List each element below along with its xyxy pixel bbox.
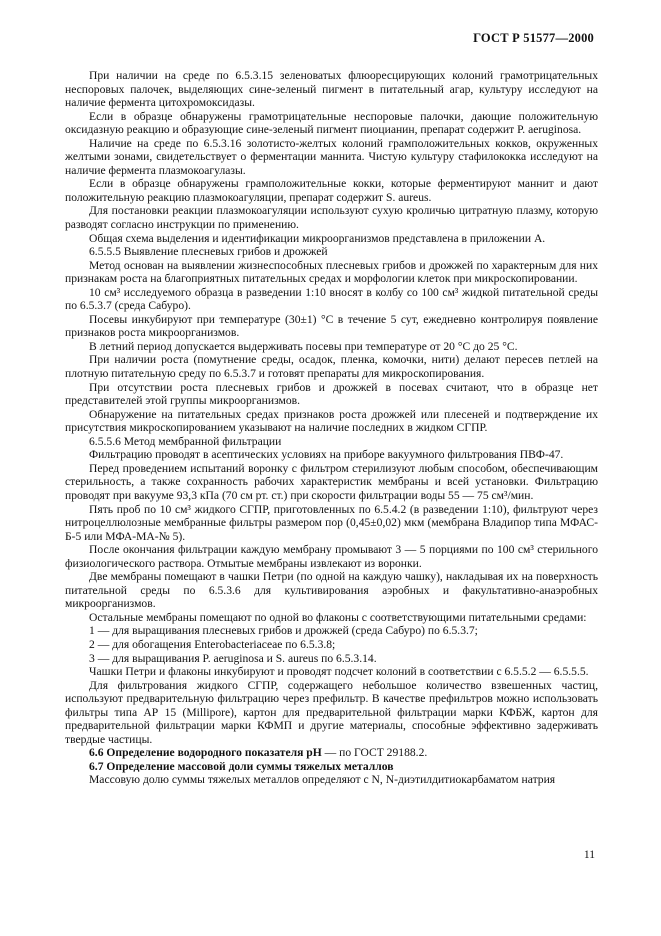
- section-6-6: [65, 746, 598, 760]
- paragraph: При отсутствии роста плесневых грибов и дрожжей в посевах считают, что в образце нет представителей этой группы микроорганизмов.: [65, 380, 598, 408]
- subsection-heading: 6.5.5.6 Метод мембранной фильтрации: [89, 434, 282, 448]
- section-heading: 6.7 Определение массовой доли суммы тяжелых металлов: [89, 759, 394, 773]
- paragraph: Массовую долю суммы тяжелых металлов определяют с N, N-диэтилдитиокарбаматом натрия: [89, 773, 556, 787]
- paragraph: Если в образце обнаружены грамположительные кокки, которые ферментируют маннит и дают положительную реакцию плазмокоагуляции, препарат содержит S. aureus.: [65, 177, 598, 204]
- paragraph: При наличии роста (помутнение среды, осадок, пленка, комочки, нити) делают пересев петлей на плотную питательную среду по 6.5.3.7 и готовят препараты для микроскопирования.: [65, 353, 598, 381]
- subsection-heading: 6.5.5.5 Выявление плесневых грибов и дрожжей: [89, 245, 328, 259]
- paragraph: Общая схема выделения и идентификации микроорганизмов представлена в приложении А.: [89, 231, 546, 245]
- paragraph: Метод основан на выявлении жизнеспособных плесневых грибов и дрожжей по характерным для них признакам роста на благоприятных питательных средах и морфологии клеток при микроскопировании.: [65, 258, 598, 286]
- paragraph: Наличие на среде по 6.5.3.16 золотисто-желтых колоний грамположительных кокков, окруженных желтыми зонами, свидетельствует о ферментации маннита. Чистую культуру стафилококка исследуют на наличие фермента плазмокоагулазы.: [65, 136, 598, 177]
- paragraph: При наличии на среде по 6.5.3.15 зеленоватых флюоресцирующих колоний грамотрицательных неспоровых палочек, выделяющих сине-зеленый пигмент в питательный агар, культуру исследуют на наличие фермента цитохромоксидазы.: [65, 69, 598, 110]
- section-6-7: [65, 760, 598, 774]
- document-body: [65, 69, 598, 787]
- paragraph: В летний период допускается выдерживать посевы при температуре от 20 °С до 25 °С.: [89, 339, 518, 353]
- paragraph: Если в образце обнаружены грамотрицательные неспоровые палочки, дающие положительную оксидазную реакцию и образующие сине-зеленый пигмент пиоцианин, препарат содержит P. aeruginosa.: [65, 109, 598, 137]
- page-number: 11: [583, 848, 595, 861]
- section-text: — по ГОСТ 29188.2.: [321, 746, 428, 760]
- paragraph: Чашки Петри и флаконы инкубируют и проводят подсчет колоний в соответствии с 6.5.5.2 — 6.5.5.5.: [89, 665, 589, 679]
- list-item: 3 — для выращивания P. aeruginosa и S. aureus по 6.5.3.14.: [89, 651, 377, 665]
- paragraph: Обнаружение на питательных средах признаков роста дрожжей или плесеней и подтверждение их присутствия микроскопированием указывают на наличие последних в жидком СГПР.: [65, 407, 598, 435]
- list-item: 1 — для выращивания плесневых грибов и дрожжей (среда Сабуро) по 6.5.3.7;: [89, 624, 478, 638]
- paragraph: Для фильтрования жидкого СГПР, содержащего небольшое количество взвешенных частиц, используют предварительную фильтрацию через префильтр. В качестве префильтров можно использовать фильтры типа АР 15 (Millipore), картон для предварительной фильтрации марки КФБЖ, картон для предварительной фильтрации марки КФМП и другие материалы, способные эффективно задерживать твердые частицы.: [65, 678, 598, 746]
- list-item: 2 — для обогащения Enterobacteriaceae по 6.5.3.8;: [89, 637, 336, 651]
- paragraph: Посевы инкубируют при температуре (30±1) °С в течение 5 сут, ежедневно контролируя появление признаков роста микроорганизмов.: [65, 312, 598, 340]
- paragraph: Перед проведением испытаний воронку с фильтром стерилизуют любым способом, обеспечивающим стерильность, а также сохранность рабочих характеристик мембраны и всей установки. Фильтрацию проводят при вакууме 93,3 кПа (70 см рт. ст.) при скорости фильтрации воды 55 — 75 см³/мин.: [65, 461, 598, 502]
- section-heading: 6.6 Определение водородного показателя pH: [89, 746, 322, 760]
- paragraph: Для постановки реакции плазмокоагуляции используют сухую кроличью цитратную плазму, которую разводят согласно инструкции по применению.: [65, 204, 598, 232]
- paragraph: Две мембраны помещают в чашки Петри (по одной на каждую чашку), накладывая их на поверхность питательной среды по 6.5.3.6 для культивирования аэробных и факультативно-анаэробных микроорганизмов.: [65, 570, 598, 611]
- paragraph: После окончания фильтрации каждую мембрану промывают 3 — 5 порциями по 100 см³ стерильного физиологического раствора. Отмытые мембраны извлекают из воронки.: [65, 543, 598, 570]
- paragraph: Пять проб по 10 см³ жидкого СГПР, приготовленных по 6.5.4.2 (в разведении 1:10), фильтруют через нитроцеллюлозные мембранные фильтры размером пор (0,45±0,02) мкм (мембрана Владипор типа МФАС-Б-5 или МФА-МА-№ 5).: [65, 502, 598, 543]
- paragraph: Фильтрацию проводят в асептических условиях на приборе вакуумного фильтрования ПВФ-47.: [89, 448, 564, 462]
- document-id-header: ГОСТ Р 51577—2000: [473, 31, 594, 45]
- paragraph: Остальные мембраны помещают по одной во флаконы с соответствующими питательными средами:: [89, 610, 587, 624]
- paragraph: 10 см³ исследуемого образца в разведении 1:10 вносят в колбу со 100 см³ жидкой питательной среды по 6.5.3.7 (среда Сабуро).: [65, 285, 598, 313]
